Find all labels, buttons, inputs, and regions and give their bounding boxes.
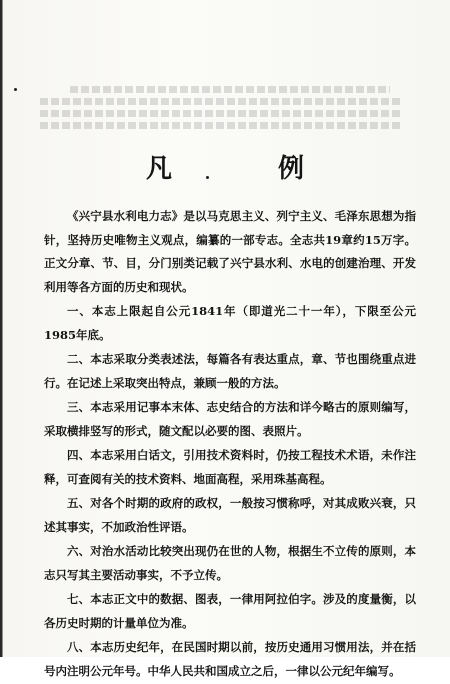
rule-paragraph-5: 五、对各个时期的政府的政权，一般按习惯称呼，对其成败兴衰，只述其事实，不加政治性评语。 [44, 496, 416, 534]
rule-paragraph-8: 八、本志历史纪年，在民国时期以前，按历史通用习惯用法，并在括号内注明公元年号。中华人民共和国成立之后，一律以公元纪年编写。 [44, 640, 416, 678]
rule-paragraph-4: 四、本志采用白话文，引用技术资料时，仍按工程技术术语，未作注释，可查阅有关的技术资料、地面高程，采用珠基高程。 [44, 448, 416, 486]
rule-paragraph-1: 一、本志上限起自公元1841年（即道光二十一年），下限至公元1985年底。 [44, 304, 416, 342]
page-title: 凡 例 [145, 154, 344, 184]
intro-paragraph: 《兴宁县水利电力志》是以马克思主义、列宁主义、毛泽东思想为指针，坚持历史唯物主义观点，编纂的一部专志。全志共19章约15万字。正文分章、节、目，分门别类记载了兴宁县水利、水电的创建治理、开发利用等各方面的历史和现状。 [44, 209, 416, 294]
rule-paragraph-3: 三、本志采用记事本末体、志史结合的方法和详今略古的原则编写，采取横排竖写的形式，随文配以必要的图、表照片。 [44, 400, 416, 438]
rule-paragraph-6: 六、对治水活动比较突出现仍在世的人物，根据生不立传的原则，本志只写其主要活动事实，不予立传。 [44, 544, 416, 582]
rule-paragraph-2: 二、本志采取分类表述法，每篇各有表达重点，章、节也围绕重点进行。在记述上采取突出特点，兼顾一般的方法。 [44, 352, 416, 390]
show-through-text [0, 86, 450, 134]
body-text [44, 205, 416, 684]
scan-speck [14, 88, 17, 91]
rule-paragraph-7: 七、本志正文中的数据、图表，一律用阿拉伯字。涉及的度量衡，以各历史时期的计量单位为准。 [44, 592, 416, 630]
